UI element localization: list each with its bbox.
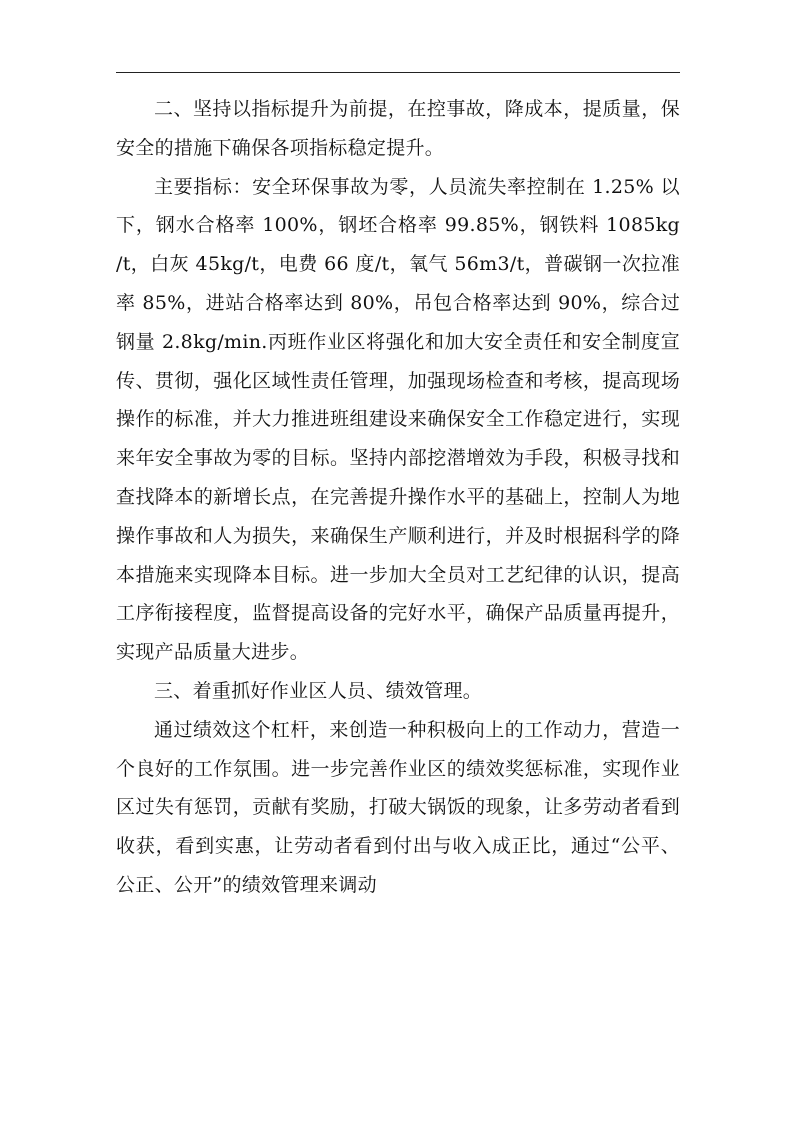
document-body: [116, 90, 680, 905]
section-two-heading-paragraph: 二、坚持以指标提升为前提，在控事故，降成本，提质量，保安全的措施下确保各项指标稳定提升。: [116, 98, 680, 159]
key-indicators-paragraph: 主要指标：安全环保事故为零，人员流失率控制在 1.25% 以下，钢水合格率 100%，钢坯合格率 99.85%，钢铁料 1085kg /t，白灰 45kg/t，电费 66 度/t，氧气 56m3/t，普碳钢一次拉准率 85%，进站合格率达到 80%，吊包合格率达到 90%，综合过钢量 2.8kg/min.丙班作业区将强化和加大安全责任和安全制度宣传、贯彻，强化区域性责任管理，加强现场检查和考核，提高现场操作的标准，并大力推进班组建设来确保安全工作稳定进行，实现来年安全事故为零的目标。坚持内部挖潜增效为手段，积极寻找和查找降本的新增长点，在完善提升操作水平的基础上，控制人为地操作事故和人为损失，来确保生产顺利进行，并及时根据科学的降本措施来实现降本目标。进一步加大全员对工艺纪律的认识，提高工序衔接程度，监督提高设备的完好水平，确保产品质量再提升，实现产品质量大进步。: [116, 175, 680, 664]
performance-management-paragraph: 通过绩效这个杠杆，来创造一种积极向上的工作动力，营造一个良好的工作氛围。进一步完善作业区的绩效奖惩标准，实现作业区过失有惩罚，贡献有奖励，打破大锅饭的现象，让多劳动者看到收获，看到实惠，让劳动者看到付出与收入成正比，通过“公平、公正、公开”的绩效管理来调动: [116, 718, 680, 896]
header-divider: [116, 72, 680, 73]
section-three-heading: 三、着重抓好作业区人员、绩效管理。: [154, 679, 483, 702]
